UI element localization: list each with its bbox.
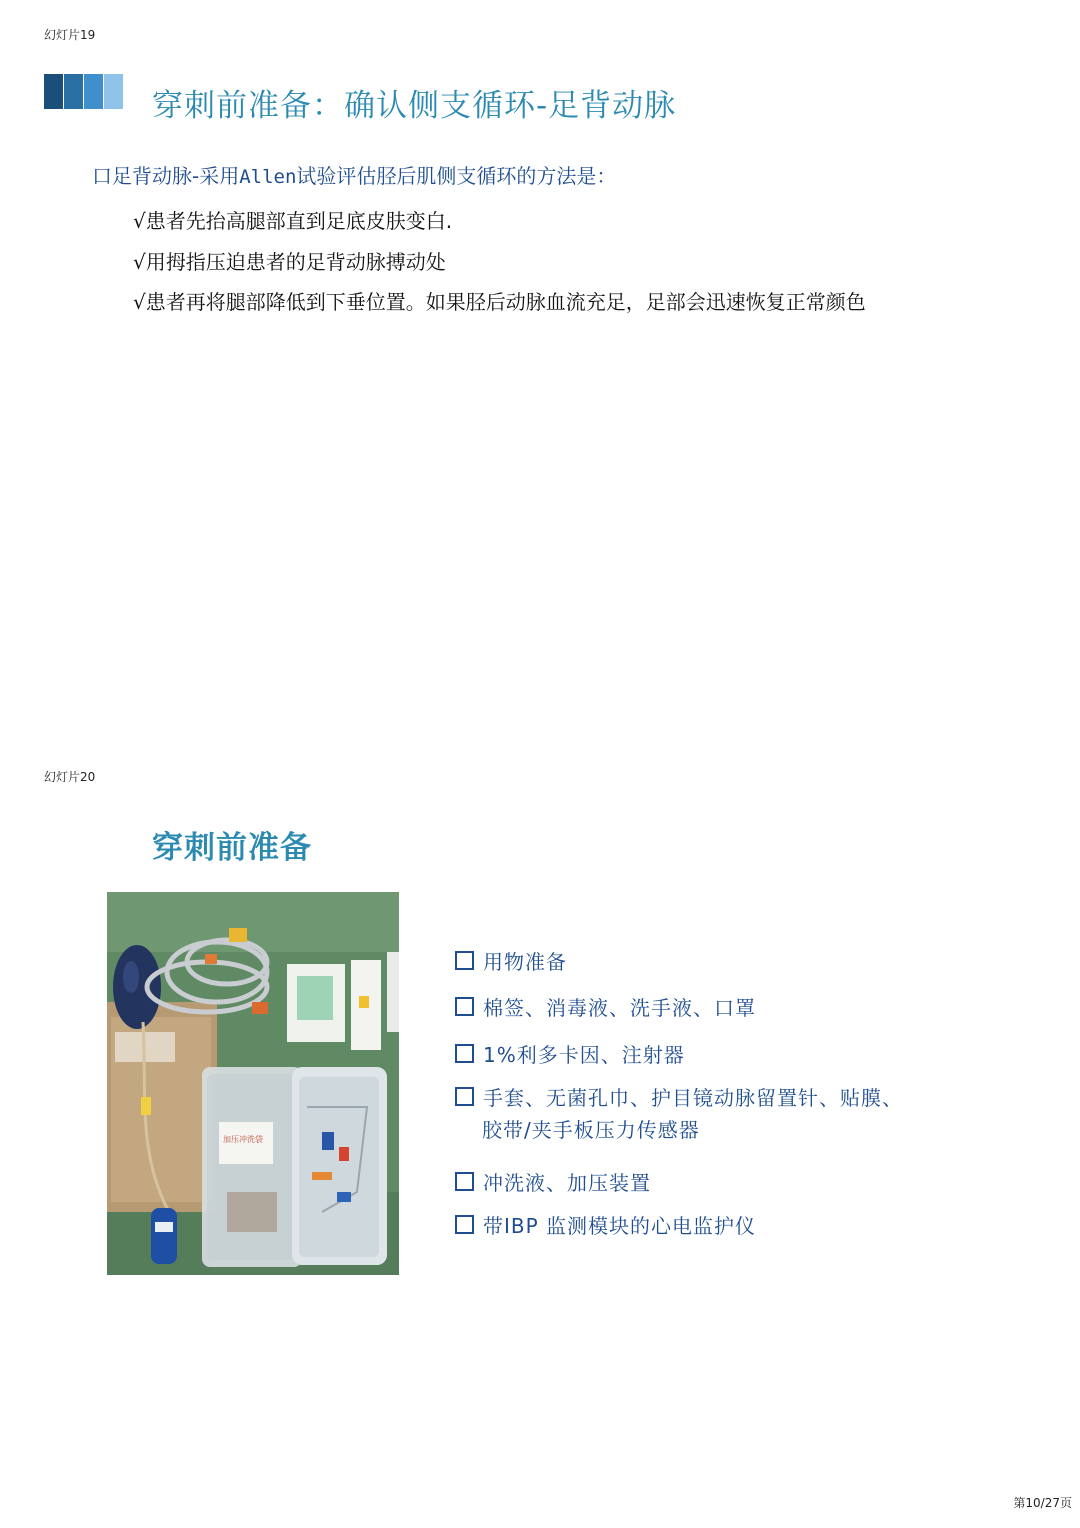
supply-item	[455, 1210, 756, 1239]
step-item: √患者先抬高腿部直到足底皮肤变白.	[133, 209, 453, 233]
title-accent-blocks	[44, 74, 124, 109]
page-number: 第10/27页	[1013, 1496, 1072, 1510]
equipment-photo	[107, 892, 399, 1275]
supply-item	[455, 1167, 651, 1196]
checkbox-icon	[455, 951, 474, 970]
checkbox-icon	[455, 1215, 474, 1234]
checkbox-icon	[455, 997, 474, 1016]
slide-19-title: 穿刺前准备：确认侧支循环-足背动脉	[152, 88, 677, 124]
accent-block	[64, 74, 83, 109]
lead-prefix: 口足背动脉-采用	[92, 164, 240, 188]
allen-test-lead	[92, 160, 616, 189]
supply-text: 冲洗液、加压装置	[483, 1171, 651, 1195]
supply-text: 带IBP 监测模块的心电监护仪	[483, 1214, 757, 1238]
accent-block	[104, 74, 123, 109]
step-item: √患者再将腿部降低到下垂位置。如果胫后动脉血流充足，足部会迅速恢复正常颜色	[133, 290, 866, 314]
step-item: √用拇指压迫患者的足背动脉搏动处	[133, 250, 446, 274]
supply-item	[455, 946, 567, 975]
supply-item-continued	[482, 1114, 700, 1143]
supply-text: 用物准备	[483, 950, 567, 974]
supply-item	[455, 1082, 903, 1111]
supply-item	[455, 1039, 685, 1068]
slide-20-label: 幻灯片20	[44, 770, 96, 784]
supply-item	[455, 992, 756, 1021]
supply-text: 棉签、消毒液、洗手液、口罩	[483, 996, 756, 1020]
lead-suffix: 试验评估胫后肌侧支循环的方法是：	[296, 164, 617, 188]
accent-block	[84, 74, 103, 109]
supply-text: 手套、无菌孔巾、护目镜动脉留置针、贴膜、	[483, 1086, 903, 1110]
supply-text: 胶带/夹手板压力传感器	[482, 1118, 700, 1142]
lead-allen: Allen	[239, 166, 297, 188]
slide-20-title: 穿刺前准备	[152, 830, 312, 866]
supply-text: 1%利多卡因、注射器	[483, 1043, 685, 1067]
bag-label-text: 加压冲洗袋	[223, 1135, 263, 1144]
checkbox-icon	[455, 1087, 474, 1106]
accent-block	[44, 74, 63, 109]
checkbox-icon	[455, 1044, 474, 1063]
checkbox-icon	[455, 1172, 474, 1191]
slide-19-label: 幻灯片19	[44, 28, 96, 42]
